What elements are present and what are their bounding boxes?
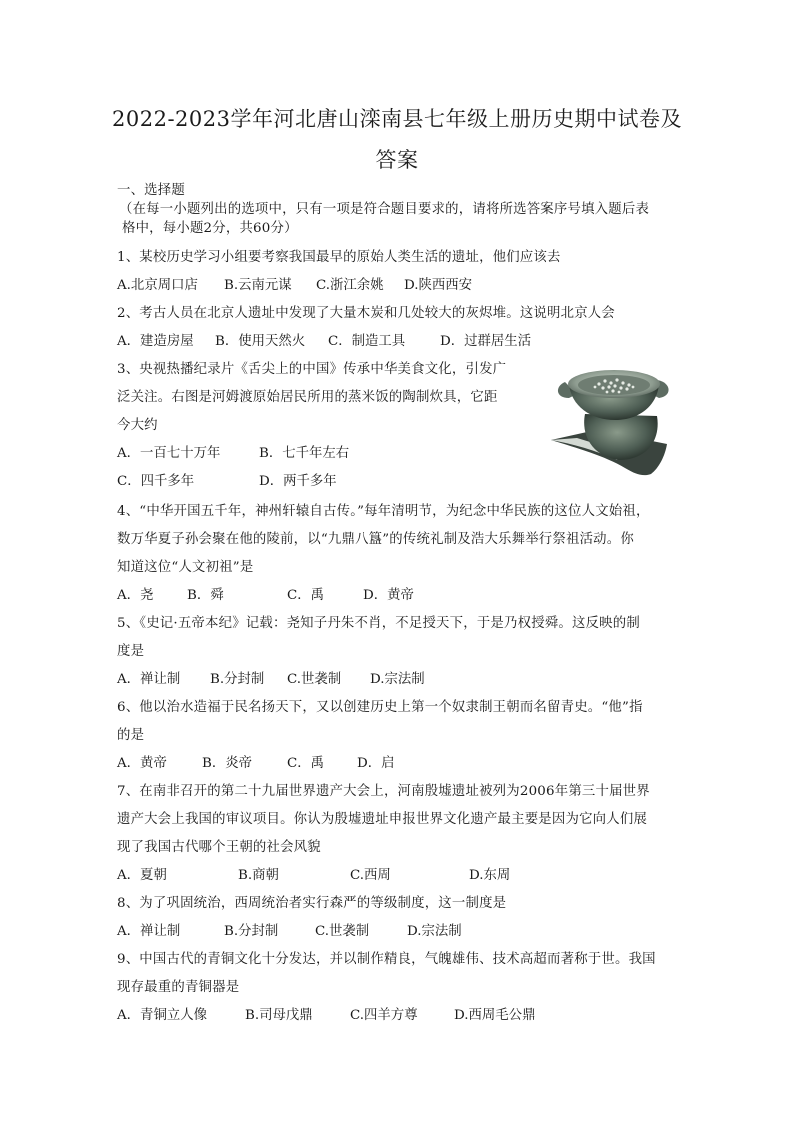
question-3-text: 泛关注。右图是河姆渡原始居民所用的蒸米饭的陶制炊具，它距	[117, 390, 498, 405]
question-5-option-a: A．禅让制	[117, 672, 181, 687]
question-9-text: 现存最重的青铜器是	[117, 980, 240, 995]
question-7-option-b: B.商朝	[238, 868, 279, 883]
section-heading: 一、选择题	[117, 183, 185, 198]
question-6-option-a: A．黄帝	[117, 756, 167, 771]
question-4-option-b: B．舜	[187, 588, 224, 603]
question-6-option-b: B．炎帝	[202, 756, 253, 771]
question-3-text: 3、央视热播纪录片《舌尖上的中国》传承中华美食文化，引发广	[117, 362, 507, 377]
instructions-line: 格中，每小题2分，共60分）	[122, 221, 298, 236]
question-6-text: 的是	[117, 728, 145, 743]
question-4-option-a: A．尧	[117, 588, 154, 603]
question-2-text: 2、考古人员在北京人遗址中发现了大量木炭和几处较大的灰烬堆。这说明北京人会	[117, 306, 615, 321]
question-4-text: 知道这位“人文初祖”是	[117, 560, 254, 575]
question-9-option-a: A．青铜立人像	[117, 1008, 208, 1023]
question-8-option-b: B.分封制	[224, 924, 279, 939]
question-7-text: 现了我国古代哪个王朝的社会风貌	[117, 840, 321, 855]
question-2-option-d: D．过群居生活	[440, 334, 532, 349]
question-7-option-c: C.西周	[350, 868, 391, 883]
question-5-option-c: C.世袭制	[287, 672, 342, 687]
question-8-option-d: D.宗法制	[407, 924, 462, 939]
question-1-option-a: A.北京周口店	[117, 278, 198, 293]
question-4-text: 数万华夏子孙会聚在他的陵前，以“九鼎八簋”的传统礼制及浩大乐舞举行祭祖活动。你	[117, 532, 634, 547]
question-2-option-a: A．建造房屋	[117, 334, 194, 349]
question-2-option-b: B．使用天然火	[215, 334, 306, 349]
question-7-text: 遗产大会上我国的审议项目。你认为殷墟遗址申报世界文化遗产最主要是因为它向人们展	[117, 812, 648, 827]
question-1-text: 1、某校历史学习小组要考察我国最早的原始人类生活的遗址，他们应该去	[117, 250, 561, 265]
clay-steamer-icon	[547, 356, 679, 478]
question-4-option-d: D．黄帝	[363, 588, 414, 603]
question-6-text: 6、他以治水造福于民名扬天下，又以创建历史上第一个奴隶制王朝而名留青史。“他”指	[117, 700, 643, 715]
question-8-text: 8、为了巩固统治，西周统治者实行森严的等级制度，这一制度是	[117, 896, 507, 911]
question-6-option-c: C．禹	[287, 756, 325, 771]
question-5-text: 度是	[117, 644, 145, 659]
question-3-option-d: D．两千多年	[259, 474, 337, 489]
question-2-option-c: C．制造工具	[328, 334, 406, 349]
question-1-option-c: C.浙江余姚	[316, 278, 384, 293]
question-4-text: 4、“中华开国五千年，神州轩辕自古传。”每年清明节，为纪念中华民族的这位人文始祖，	[117, 504, 650, 519]
question-3-option-b: B．七千年左右	[259, 446, 350, 461]
question-8-option-c: C.世袭制	[315, 924, 370, 939]
page-title-continued: 答案	[375, 148, 419, 172]
question-8-option-a: A．禅让制	[117, 924, 181, 939]
question-1-option-d: D.陕西西安	[404, 278, 473, 293]
question-9-option-d: D.西周毛公鼎	[454, 1008, 536, 1023]
instructions-line: （在每一小题列出的选项中，只有一项是符合题目要求的，请将所选答案序号填入题后表	[119, 202, 650, 217]
question-9-text: 9、中国古代的青铜文化十分发达，并以制作精良，气魄雄伟、技术高超而著称于世。我国	[117, 952, 656, 967]
question-5-option-d: D.宗法制	[370, 672, 425, 687]
question-5-option-b: B.分封制	[210, 672, 265, 687]
question-9-option-c: C.四羊方尊	[350, 1008, 418, 1023]
page-title: 2022-2023学年河北唐山滦南县七年级上册历史期中试卷及	[112, 107, 682, 131]
question-3-option-c: C．四千多年	[117, 474, 195, 489]
question-6-option-d: D．启	[357, 756, 395, 771]
question-9-option-b: B.司母戊鼎	[245, 1008, 313, 1023]
question-3-text: 今大约	[117, 418, 158, 433]
question-5-text: 5、《史记·五帝本纪》记载：尧知子丹朱不肖，不足授天下，于是乃权授舜。这反映的制	[117, 616, 640, 631]
question-7-text: 7、在南非召开的第二十九届世界遗产大会上，河南殷墟遗址被列为2006年第三十届世界	[117, 784, 650, 799]
question-7-option-a: A．夏朝	[117, 868, 167, 883]
question-7-option-d: D.东周	[469, 868, 511, 883]
question-4-option-c: C．禹	[287, 588, 325, 603]
question-1-option-b: B.云南元谋	[224, 278, 292, 293]
question-3-option-a: A．一百七十万年	[117, 446, 221, 461]
